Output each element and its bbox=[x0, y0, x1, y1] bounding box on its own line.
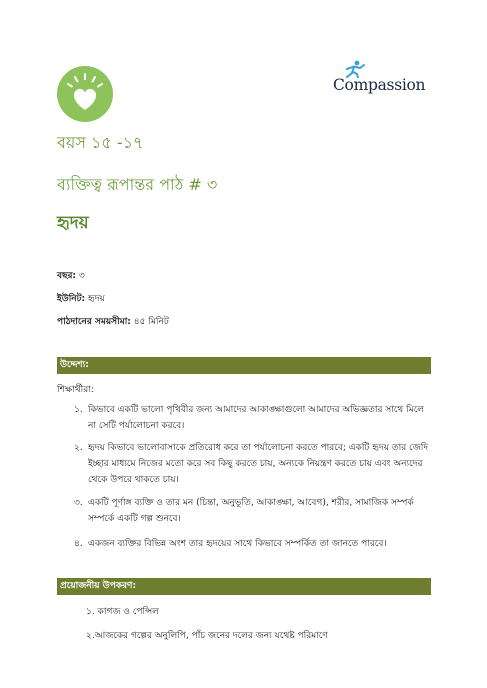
time-label: পাঠদানের সময়সীমা: bbox=[57, 317, 131, 327]
year-info bbox=[57, 268, 85, 283]
objective-text: একটি পূর্ণাঙ্গ ব্যক্তি ও তার মন (চিন্তা, অনুভূতি, আকাঙ্ক্ষা, আবেগ), শরীর, সামাজিক সম্পর্ক সম্পর্কে একটি গল্প শুনবে। bbox=[88, 498, 414, 524]
brand-name: Compassion bbox=[333, 76, 426, 94]
students-label: শিক্ষার্থীরা: bbox=[57, 385, 94, 395]
objective-item bbox=[74, 495, 434, 527]
objective-text: হৃদয় কিভাবে ভালোবাসাকে প্রতিরোধ করে তা পর্যালোচনা করতে পারবে; একটি হৃদয় তার জেদি ইচ্ছার মাধ্যমে নিজের মতো করে সব কিছু করতে চায়, অন্যকে নিয়ন্ত্রণ করতে চায় এবং অন্যদের থেকে উপরে থাকতে চায়। bbox=[88, 443, 429, 485]
objectives-heading: উদ্দেশ্য: bbox=[57, 357, 431, 374]
age-range-title: বয়স ১৫ -১৭ bbox=[57, 133, 144, 152]
unit-info bbox=[57, 291, 105, 306]
year-label: বছর: bbox=[57, 271, 77, 281]
lesson-title: ব্যক্তিত্ব রূপান্তর পাঠ # ৩ bbox=[57, 175, 218, 194]
compassion-brand bbox=[333, 60, 433, 100]
objective-item bbox=[74, 402, 434, 434]
objective-item bbox=[74, 440, 434, 488]
unit-label: ইউনিট: bbox=[57, 294, 86, 304]
material-item: ১. কাগজ ও পেন্সিল bbox=[86, 607, 159, 617]
time-info bbox=[57, 314, 169, 329]
unit-value: হৃদয় bbox=[88, 294, 105, 304]
material-item: ২.আজকের গল্পের অনুলিপি, পাঁচ জনের দলের জন্য যথেষ্ট পরিমাণে bbox=[86, 631, 328, 641]
objective-number: ৪. bbox=[74, 539, 83, 549]
objective-number: ১. bbox=[74, 405, 83, 415]
objective-number: ৩. bbox=[74, 498, 83, 508]
year-value: ৩ bbox=[78, 271, 85, 281]
objective-item bbox=[74, 536, 434, 552]
topic-title: হৃদয় bbox=[57, 213, 89, 233]
objective-text: একজন ব্যক্তির বিভিন্ন অংশ তার হৃদয়ের সাথে কিভাবে সম্পর্কিত তা জানতে পারবে। bbox=[88, 539, 387, 549]
time-value: ৪৫ মিনিট bbox=[133, 317, 169, 327]
heart-sun-logo bbox=[57, 66, 113, 122]
objective-text: কিভাবে একটি ভালো পৃথিবীর জন্য আমাদের আকাঙ্ক্ষাগুলো আমাদের অভিজ্ঞতার সাথে মিলে না সেটি পর্যালোচনা করবে। bbox=[88, 405, 425, 431]
heart-sun-icon bbox=[57, 66, 113, 122]
objective-number: ২. bbox=[74, 443, 83, 453]
materials-heading: প্রয়োজনীয় উপকরণ: bbox=[57, 578, 431, 595]
